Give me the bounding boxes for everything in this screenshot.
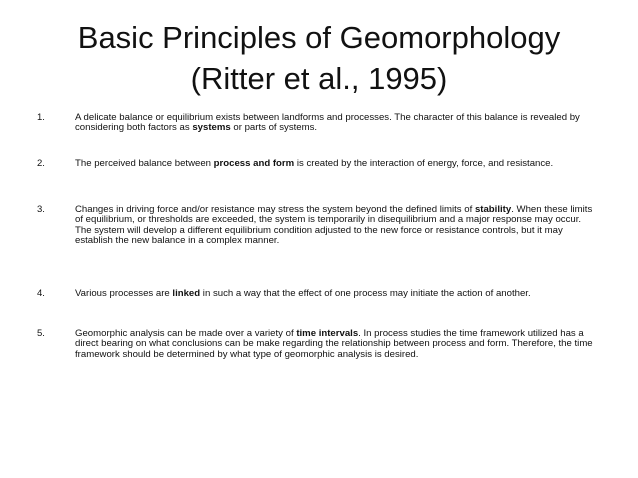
slide-title: Basic Principles of Geomorphology [77,20,561,55]
list-item-number: 2. [37,158,45,169]
slide-subtitle-citation: (Ritter et al., 1995) [190,61,448,96]
emphasis: time intervals [296,328,359,339]
list-item-number: 3. [37,204,45,215]
list-item-text: Various processes are linked in such a way that the effect of one process may initiate the action of another. [75,288,531,299]
list-item-text: A delicate balance or equilibrium exists between landforms and processes. The character of this balance is revealed by considering both factors as systems or parts of systems. [75,112,580,134]
list-item-number: 1. [37,112,45,123]
emphasis: process and form [213,158,295,169]
list-item-number: 4. [37,288,45,299]
list-item-text: Changes in driving force and/or resistance may stress the system beyond the defined limits of stability. When these limits of equilibrium, or thresholds are exceeded, the system is temporarily in disequilibrium and a major response may occur. The system will develop a different equilibrium condition adjusted to the new force or resistance controls, but it may establish the new balance in a complex manner. [75,204,593,247]
list-item-text: Geomorphic analysis can be made over a variety of time intervals. In process studies the time framework utilized has a direct bearing on what conclusions can be make regarding the relationship between process and form. Therefore, the time framework should be determined by what type of geomorphic analysis is desired. [75,328,593,360]
emphasis: stability [474,204,512,215]
list-item-text: The perceived balance between process and form is created by the interaction of energy, force, and resistance. [75,158,554,169]
emphasis: systems [192,122,231,134]
emphasis: linked [172,288,201,299]
list-item-number: 5. [37,328,45,339]
